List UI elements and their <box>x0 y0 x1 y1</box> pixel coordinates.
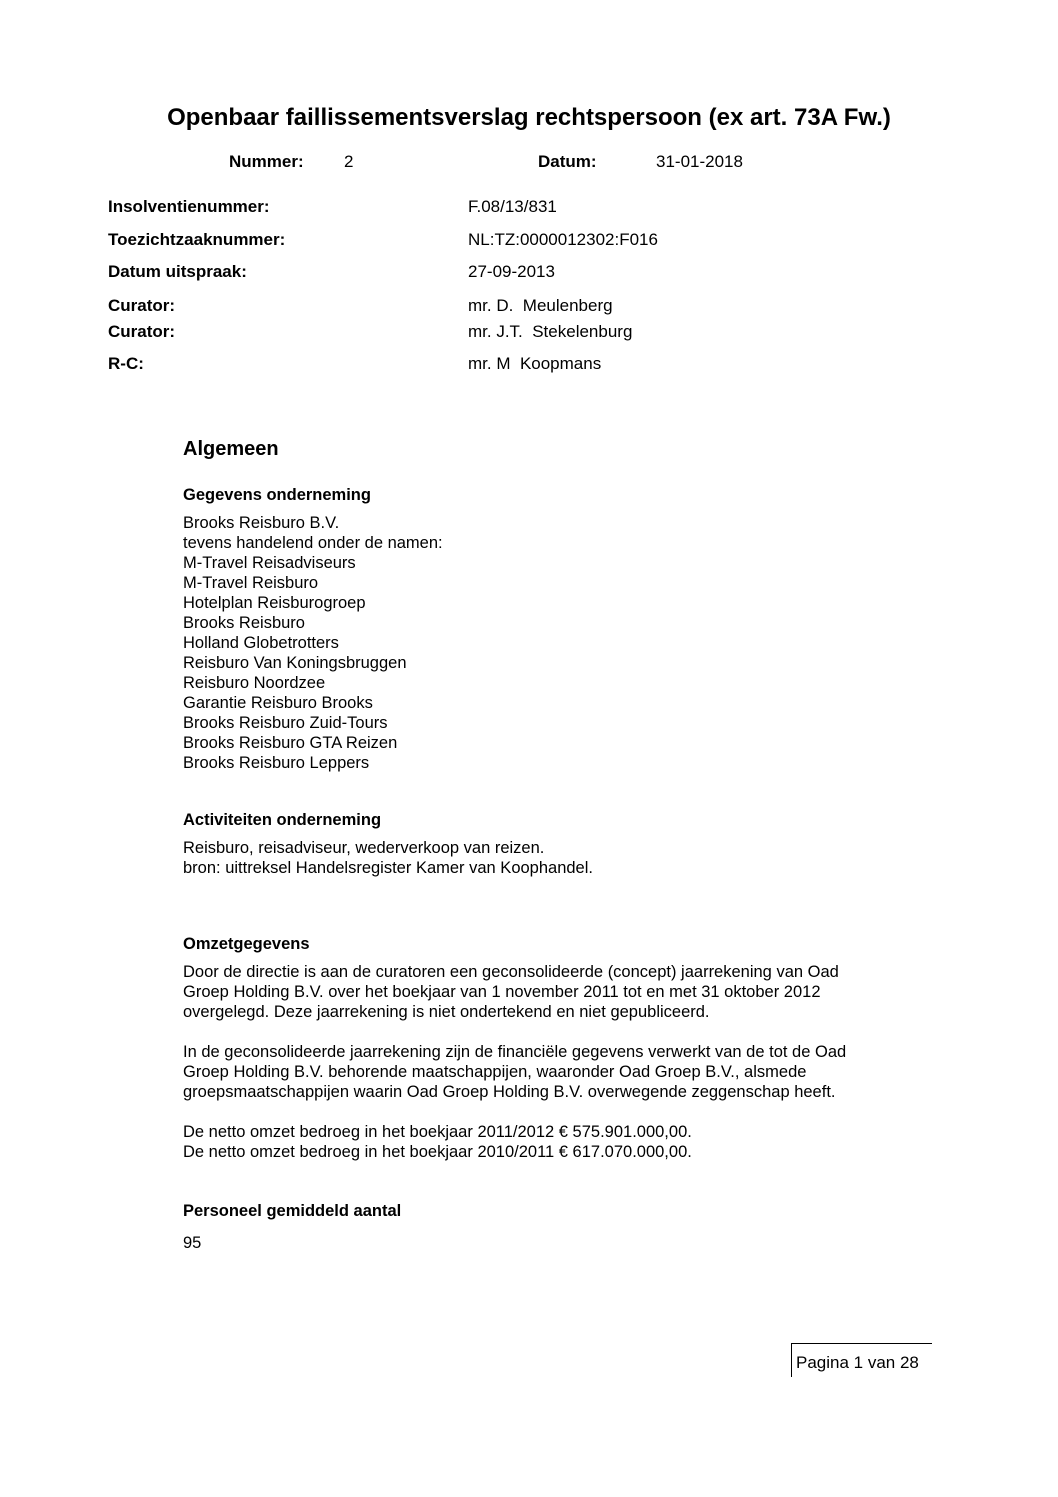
datum-uitspraak-label: Datum uitspraak: <box>108 262 247 281</box>
nummer-label: Nummer: <box>229 152 304 171</box>
subheading-gegevens-onderneming: Gegevens onderneming <box>183 486 371 504</box>
text-line: Groep Holding B.V. over het boekjaar van 1 november 2011 tot en met 31 oktober 2012 <box>183 983 821 1001</box>
subheading-personeel: Personeel gemiddeld aantal <box>183 1202 402 1220</box>
text-line: 95 <box>183 1234 202 1252</box>
text-line: overgelegd. Deze jaarrekening is niet ondertekend en niet gepubliceerd. <box>183 1003 710 1021</box>
list-item: Brooks Reisburo GTA Reizen <box>183 734 398 752</box>
list-item: Garantie Reisburo Brooks <box>183 694 373 712</box>
list-item: Reisburo Noordzee <box>183 674 326 692</box>
omzet-paragraph-1 <box>183 962 923 1022</box>
text-line: Door de directie is aan de curatoren een geconsolideerde (concept) jaarrekening van Oad <box>183 963 839 981</box>
gegevens-onderneming-list <box>183 513 923 773</box>
curator-value-1: mr. D. Meulenberg <box>468 296 613 315</box>
list-item: M-Travel Reisadviseurs <box>183 554 356 572</box>
personeel-value <box>183 1233 923 1253</box>
rc-label: R-C: <box>108 354 144 373</box>
list-item: tevens handelend onder de namen: <box>183 534 443 552</box>
activiteiten-text <box>183 838 923 878</box>
text-line: Groep Holding B.V. behorende maatschappijen, waaronder Oad Groep B.V., alsmede <box>183 1063 807 1081</box>
curator-label-1: Curator: <box>108 296 176 315</box>
datum-label: Datum: <box>538 152 597 171</box>
toezichtzaaknummer-value: NL:TZ:0000012302:F016 <box>468 230 658 249</box>
text-line: bron: uittreksel Handelsregister Kamer van Koophandel. <box>183 859 593 877</box>
insolventienummer-value: F.08/13/831 <box>468 197 557 216</box>
list-item: Brooks Reisburo Leppers <box>183 754 370 772</box>
main-content <box>183 438 923 1253</box>
nummer-value: 2 <box>344 152 354 171</box>
text-line: De netto omzet bedroeg in het boekjaar 2010/2011 € 617.070.000,00. <box>183 1143 692 1161</box>
subheading-omzetgegevens: Omzetgegevens <box>183 935 310 953</box>
toezichtzaaknummer-label: Toezichtzaaknummer: <box>108 230 286 249</box>
datum-value: 31-01-2018 <box>656 152 743 171</box>
insolventienummer-label: Insolventienummer: <box>108 197 270 216</box>
list-item: Brooks Reisburo <box>183 614 305 632</box>
rc-value: mr. M Koopmans <box>468 354 602 373</box>
document-title: Openbaar faillissementsverslag rechtspersoon (ex art. 73A Fw.) <box>167 104 891 131</box>
subheading-activiteiten-onderneming: Activiteiten onderneming <box>183 811 382 829</box>
page-number-box <box>791 1343 932 1377</box>
list-item: Brooks Reisburo Zuid-Tours <box>183 714 388 732</box>
curator-value-2: mr. J.T. Stekelenburg <box>468 322 633 341</box>
page-number: Pagina 1 van 28 <box>796 1353 919 1372</box>
omzet-paragraph-3 <box>183 1122 923 1162</box>
text-line: Reisburo, reisadviseur, wederverkoop van reizen. <box>183 839 545 857</box>
text-line: groepsmaatschappijen waarin Oad Groep Holding B.V. overwegende zeggenschap heeft. <box>183 1083 836 1101</box>
list-item: M-Travel Reisburo <box>183 574 319 592</box>
list-item: Brooks Reisburo B.V. <box>183 514 340 532</box>
list-item: Reisburo Van Koningsbruggen <box>183 654 407 672</box>
text-line: In de geconsolideerde jaarrekening zijn de financiële gegevens verwerkt van de tot de Oad <box>183 1043 847 1061</box>
datum-uitspraak-value: 27-09-2013 <box>468 262 555 281</box>
section-heading-algemeen: Algemeen <box>183 438 279 460</box>
curator-label-2: Curator: <box>108 322 176 341</box>
omzet-paragraph-2 <box>183 1042 923 1102</box>
list-item: Hotelplan Reisburogroep <box>183 594 366 612</box>
text-line: De netto omzet bedroeg in het boekjaar 2011/2012 € 575.901.000,00. <box>183 1123 692 1141</box>
list-item: Holland Globetrotters <box>183 634 339 652</box>
